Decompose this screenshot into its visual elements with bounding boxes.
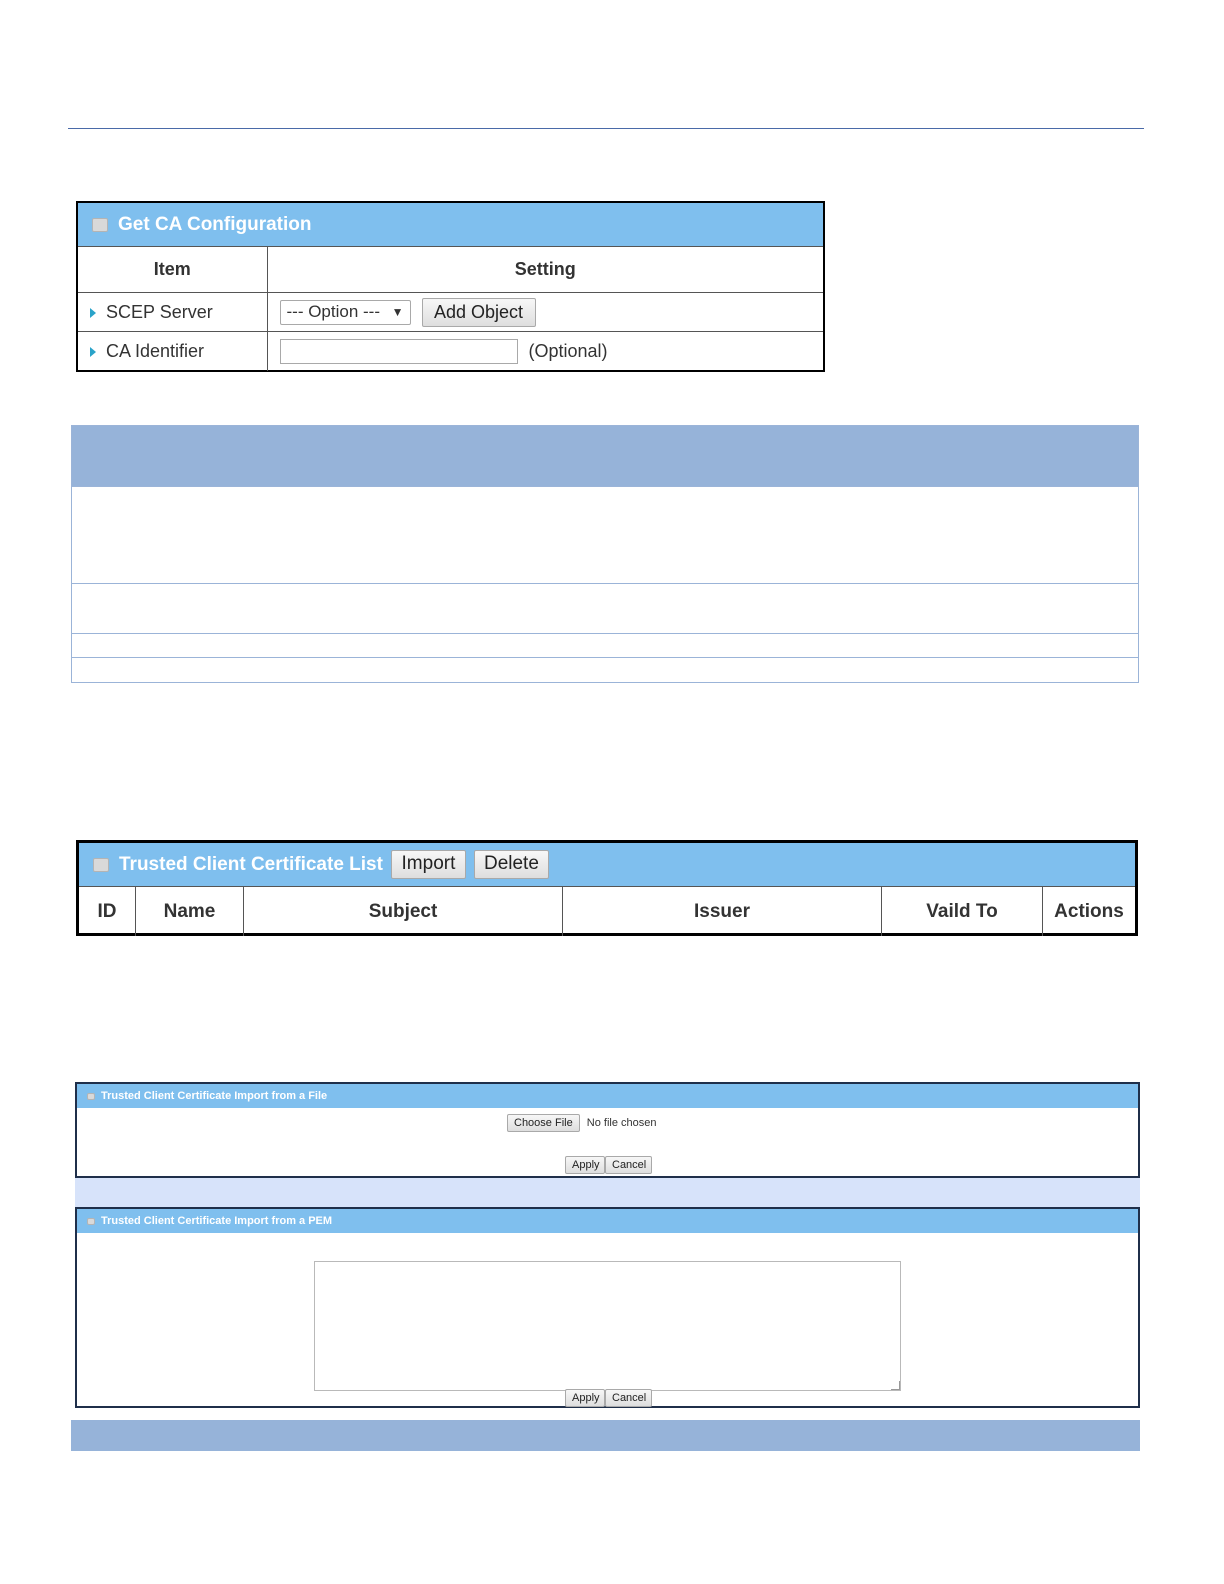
cancel-button[interactable]: Cancel — [605, 1389, 652, 1407]
resize-handle-icon[interactable] — [891, 1381, 900, 1390]
arrow-right-icon — [90, 308, 96, 318]
description-table — [71, 425, 1139, 683]
panel-header — [78, 203, 823, 246]
column-header-valid-to: Vaild To — [882, 887, 1043, 937]
description-row — [72, 584, 1138, 634]
file-status: No file chosen — [586, 1117, 657, 1129]
column-header-id: ID — [79, 887, 136, 937]
panel-title: Get CA Configuration — [118, 213, 312, 235]
ca-config-table — [78, 246, 823, 371]
pem-textarea[interactable] — [314, 1261, 901, 1391]
ca-identifier-label: CA Identifier — [106, 340, 205, 361]
scep-server-setting — [267, 293, 823, 332]
file-picker — [507, 1114, 656, 1132]
scep-server-cell — [78, 293, 267, 332]
panel-header — [77, 1209, 1138, 1233]
ca-identifier-setting — [267, 332, 823, 371]
panel-bullet-icon — [93, 858, 109, 872]
scep-server-select[interactable] — [280, 300, 411, 325]
column-header-issuer: Issuer — [563, 887, 882, 937]
separator-band — [75, 1178, 1140, 1208]
page-divider — [68, 128, 1144, 129]
bottom-table-header-band — [71, 1420, 1140, 1451]
ca-identifier-input[interactable] — [280, 339, 518, 364]
trusted-client-certificate-list-panel — [76, 840, 1138, 936]
choose-file-button[interactable]: Choose File — [507, 1114, 580, 1132]
arrow-right-icon — [90, 347, 96, 357]
description-row — [72, 487, 1138, 584]
column-header-name: Name — [136, 887, 244, 937]
description-table-header — [72, 426, 1138, 487]
column-header-item: Item — [78, 247, 267, 293]
table-row — [78, 332, 823, 371]
import-from-pem-panel — [75, 1207, 1140, 1408]
apply-button[interactable]: Apply — [565, 1389, 605, 1407]
panel-title: Trusted Client Certificate Import from a PEM — [101, 1215, 333, 1227]
description-row — [72, 634, 1138, 658]
cancel-button[interactable]: Cancel — [605, 1156, 652, 1174]
column-header-actions: Actions — [1043, 887, 1136, 937]
description-row — [72, 658, 1138, 682]
delete-button[interactable]: Delete — [474, 850, 549, 879]
action-buttons — [565, 1389, 652, 1407]
optional-hint: (Optional) — [528, 340, 608, 361]
action-buttons — [565, 1156, 652, 1174]
panel-header — [77, 1084, 1138, 1108]
certificate-table — [79, 886, 1135, 936]
panel-bullet-icon — [92, 218, 108, 232]
import-button[interactable]: Import — [391, 850, 466, 879]
column-header-setting: Setting — [267, 247, 823, 293]
add-object-button[interactable]: Add Object — [422, 298, 536, 327]
panel-title: Trusted Client Certificate Import from a File — [101, 1090, 328, 1102]
panel-title: Trusted Client Certificate List — [119, 853, 383, 875]
ca-identifier-cell — [78, 332, 267, 371]
triangle-down-icon: ▼ — [391, 305, 404, 319]
panel-bullet-icon — [87, 1218, 95, 1225]
column-header-subject: Subject — [244, 887, 563, 937]
panel-header — [79, 843, 1135, 886]
import-from-file-panel — [75, 1082, 1140, 1178]
get-ca-configuration-panel — [76, 201, 825, 372]
apply-button[interactable]: Apply — [565, 1156, 605, 1174]
panel-bullet-icon — [87, 1093, 95, 1100]
table-row — [78, 293, 823, 332]
select-value: --- Option --- — [286, 302, 380, 321]
scep-server-label: SCEP Server — [106, 301, 213, 322]
